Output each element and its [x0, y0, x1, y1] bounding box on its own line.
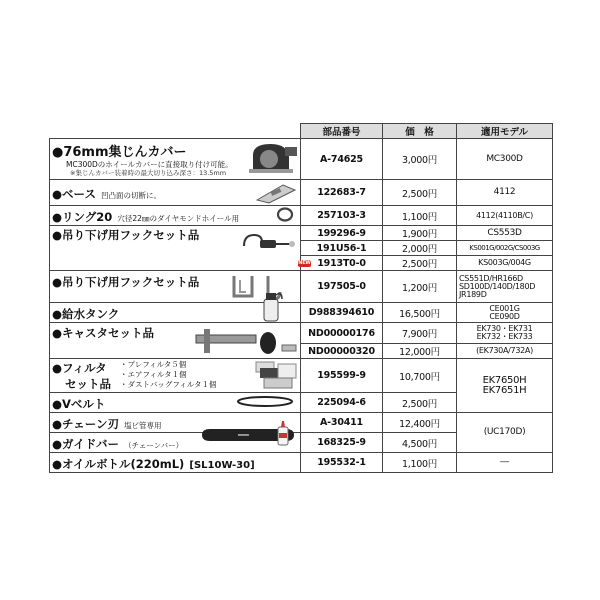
- item-sub: （チェーンバー）: [124, 441, 184, 450]
- price: 1,900円: [383, 226, 457, 241]
- price: 2,500円: [383, 256, 457, 271]
- item-name: ●チェーン刃: [52, 417, 119, 431]
- model-cell: [457, 359, 553, 413]
- new-badge: NEW: [298, 260, 311, 266]
- item-name: ●フィルタ: [52, 361, 107, 375]
- part-number: ND00000320: [301, 344, 383, 359]
- item-spec: [SL10W-30]: [189, 460, 255, 471]
- model: 4112(4110B/C): [457, 206, 553, 226]
- parts-table: [49, 123, 553, 473]
- header-price: 価 格: [383, 124, 457, 139]
- item-note: ※集じんカバー装着時の最大切り込み深さ：13.5mm: [70, 168, 227, 177]
- model: EK7651H: [482, 384, 527, 396]
- filter-item: ・ダストバッグフィルタ１個: [120, 380, 217, 389]
- ring-image: [276, 207, 294, 222]
- model: CS551D/HR166D: [459, 273, 523, 283]
- parts-table-container: [49, 123, 552, 476]
- item-sub: 凹凸面の切断に。: [101, 191, 162, 200]
- item-name-cell: [50, 303, 301, 323]
- price: 3,000円: [383, 139, 457, 180]
- model-cell: [457, 323, 553, 344]
- model: (UC170D): [457, 413, 553, 453]
- item-name: ●給水タンク: [52, 307, 120, 321]
- price: 16,500円: [383, 303, 457, 323]
- svg-text:━━━: ━━━: [238, 432, 249, 439]
- price: 1,100円: [383, 453, 457, 473]
- header-row: [50, 124, 553, 139]
- table-row: [50, 359, 553, 393]
- item-name-cell: [50, 323, 301, 359]
- item-name: ●キャスタセット品: [52, 326, 155, 340]
- item-name: ●76mm集じんカバー: [52, 144, 187, 160]
- model: CE090D: [489, 311, 520, 321]
- part-number: D988394610: [301, 303, 383, 323]
- part-number: 195599-9: [301, 359, 383, 393]
- model: KS003G/004G: [457, 256, 553, 271]
- table-row: [50, 271, 553, 303]
- base-plate-image: [253, 182, 297, 204]
- hook-set-image: [240, 230, 298, 254]
- item-name: ●吊り下げ用フックセット品: [52, 274, 200, 289]
- model-cell: [457, 271, 553, 303]
- item-name-cell: [50, 206, 301, 226]
- water-tank-image: [258, 289, 284, 323]
- model: CE001G: [489, 303, 520, 313]
- model: EK730・EK731: [476, 324, 533, 333]
- item-name-cell: [50, 359, 301, 393]
- item-name: ●吊り下げ用フックセット品: [52, 228, 200, 242]
- item-name-cell: [50, 139, 301, 180]
- filter-set-image: [250, 360, 300, 392]
- price: 4,500円: [383, 433, 457, 453]
- filter-item: ・プレフィルタ５個: [120, 360, 187, 369]
- header-name: [50, 124, 301, 139]
- item-name: ●オイルボトル(220mL): [52, 457, 185, 471]
- model-cell: [457, 303, 553, 323]
- filter-item: ・エアフィルタ１個: [120, 370, 187, 379]
- table-row: [50, 139, 553, 180]
- caster-set-image: [190, 325, 300, 359]
- part-number: 168325-9: [301, 433, 383, 453]
- price: 2,000円: [383, 241, 457, 256]
- table-row: [50, 180, 553, 206]
- price: 7,900円: [383, 323, 457, 344]
- item-name: ●Vベルト: [52, 397, 106, 411]
- table-row: [50, 453, 553, 473]
- dust-cover-image: [245, 141, 299, 177]
- item-name-cell: [50, 393, 301, 413]
- price: 1,200円: [383, 271, 457, 303]
- header-part: 部品番号: [301, 124, 383, 139]
- filter-item-list: [120, 360, 216, 390]
- part-number-cell: [298, 256, 383, 271]
- model: JR189D: [459, 289, 487, 299]
- table-row: [50, 323, 553, 344]
- v-belt-image: [235, 395, 295, 408]
- part-number: A-30411: [301, 413, 383, 433]
- price: 2,500円: [383, 393, 457, 413]
- table-row: [50, 226, 553, 241]
- item-sub: 穴径22㎜のダイヤモンドホイール用: [117, 214, 240, 223]
- part-number: 197505-0: [301, 271, 383, 303]
- model: SD100D/140D/180D: [459, 281, 536, 291]
- item-name: ●リング20: [52, 210, 113, 224]
- model: ―: [457, 453, 553, 473]
- model: EK7650H: [482, 374, 527, 386]
- part-number: 191U56-1: [301, 241, 383, 256]
- model: 4112: [457, 180, 553, 206]
- part-number: 199296-9: [301, 226, 383, 241]
- part-number: 195532-1: [301, 453, 383, 473]
- model: EK732・EK733: [476, 332, 533, 341]
- header-model: 適用モデル: [457, 124, 553, 139]
- item-sub: 塩ビ管専用: [124, 421, 162, 430]
- item-name-cell: [50, 453, 301, 473]
- item-name: ●ガイドバー: [52, 437, 119, 451]
- part-number: 122683-7: [301, 180, 383, 206]
- table-row: [50, 206, 553, 226]
- price: 2,500円: [383, 180, 457, 206]
- part-number: ND00000176: [301, 323, 383, 344]
- price: 10,700円: [383, 359, 457, 393]
- part-number: 257103-3: [301, 206, 383, 226]
- part-number: A-74625: [301, 139, 383, 180]
- item-name-cell: [50, 433, 301, 453]
- price: 1,100円: [383, 206, 457, 226]
- item-note: MC300Dのホイールカバーに直接取り付け可能。: [66, 159, 233, 169]
- part-number: 1913T0-0: [317, 257, 366, 269]
- model: (EK730A/732A): [457, 344, 553, 359]
- model: KS001G/002G/CS003G: [457, 241, 553, 256]
- table-row: [50, 413, 553, 433]
- price: 12,400円: [383, 413, 457, 433]
- item-name-cell: [50, 180, 301, 206]
- model: MC300D: [457, 139, 553, 180]
- part-number: 225094-6: [301, 393, 383, 413]
- item-name: セット品: [65, 377, 111, 391]
- oil-bottle-image: [275, 419, 291, 447]
- price: 12,000円: [383, 344, 457, 359]
- item-name: ●ベース: [52, 187, 96, 201]
- model: CS553D: [457, 226, 553, 241]
- table-row: [50, 303, 553, 323]
- item-name-cell: [50, 226, 301, 271]
